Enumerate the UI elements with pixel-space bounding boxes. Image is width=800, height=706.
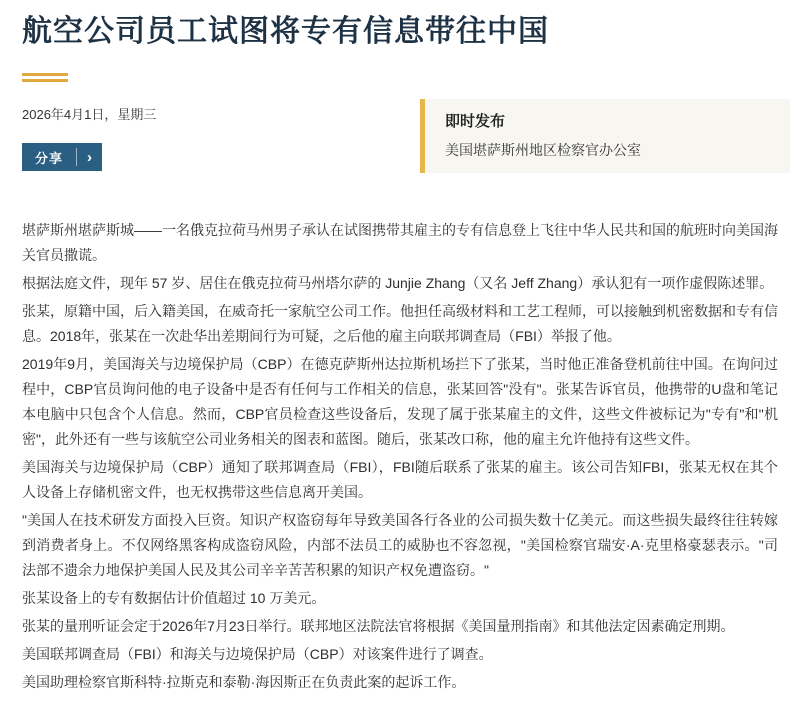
paragraph: 2019年9月，美国海关与边境保护局（CBP）在德克萨斯州达拉斯机场拦下了张某，当时他正准备登机前往中国。在询问过程中，CBP官员询问他的电子设备中是否有任何与工作相关的信息，张某回答"没有"。张某告诉官员，他携带的U盘和笔记本电脑中只包含个人信息。然而，CBP官员检查这些设备后，发现了属于张某雇主的文件，这些文件被标记为"专有"和"机密"，此外还有一些与该航空公司业务相关的图表和蓝图。随后，张某改口称，他的雇主允许他持有这些文件。 [22,356,778,447]
article-body [22,218,778,695]
meta-row [22,99,778,173]
paragraph: 美国助理检察官斯科特·拉斯克和泰勒·海因斯正在负责此案的起诉工作。 [22,674,466,690]
paragraph: 美国联邦调查局（FBI）和海关与边境保护局（CBP）对该案件进行了调查。 [22,646,493,662]
gold-divider [22,73,68,82]
chevron-right-icon: › [87,148,93,166]
share-button[interactable] [22,143,102,171]
paragraph: 美国海关与边境保护局（CBP）通知了联邦调查局（FBI），FBI随后联系了张某的雇主。该公司告知FBI，张某无权在其个人设备上存储机密文件，也无权携带这些信息离开美国。 [22,459,778,500]
meta-left-column [22,99,420,171]
page-title: 航空公司员工试图将专有信息带往中国 [22,15,549,48]
paragraph: 张某，原籍中国，后入籍美国，在威奇托一家航空公司工作。他担任高级材料和工艺工程师，可以接触到机密数据和专有信息。2018年，张某在一次赴华出差期间行为可疑，之后他的雇主向联邦调查局（FBI）举报了他。 [22,303,778,344]
release-box [420,99,790,173]
publish-date: 2026年4月1日，星期三 [22,107,157,122]
paragraph: 堪萨斯州堪萨斯城——一名俄克拉荷马州男子承认在试图携带其雇主的专有信息登上飞往中华人民共和国的航班时向美国海关官员撒谎。 [22,222,778,263]
press-release-page [0,12,800,695]
paragraph: 张某的量刑听证会定于2026年7月23日举行。联邦地区法院法官将根据《美国量刑指南》和其他法定因素确定刑期。 [22,618,735,634]
office-name: 美国堪萨斯州地区检察官办公室 [445,142,641,158]
paragraph: 张某设备上的专有数据估计价值超过 10 万美元。 [22,590,326,606]
paragraph: 根据法庭文件，现年 57 岁、居住在俄克拉荷马州塔尔萨的 Junjie Zhang（又名 Jeff Zhang）承认犯有一项作虚假陈述罪。 [22,275,774,291]
paragraph: "美国人在技术研发方面投入巨资。知识产权盗窃每年导致美国各行各业的公司损失数十亿美元。而这些损失最终往往转嫁到消费者身上。不仅网络黑客构成盗窃风险，内部不法员工的威胁也不容忽视，"美国检察官瑞安·A·克里格豪瑟表示。"司法部不遗余力地保护美国人民及其公司辛辛苦苦积累的知识产权免遭盗窃。" [22,512,778,578]
release-type-label: 即时发布 [445,113,506,130]
share-button-label: 分享 [35,150,64,166]
